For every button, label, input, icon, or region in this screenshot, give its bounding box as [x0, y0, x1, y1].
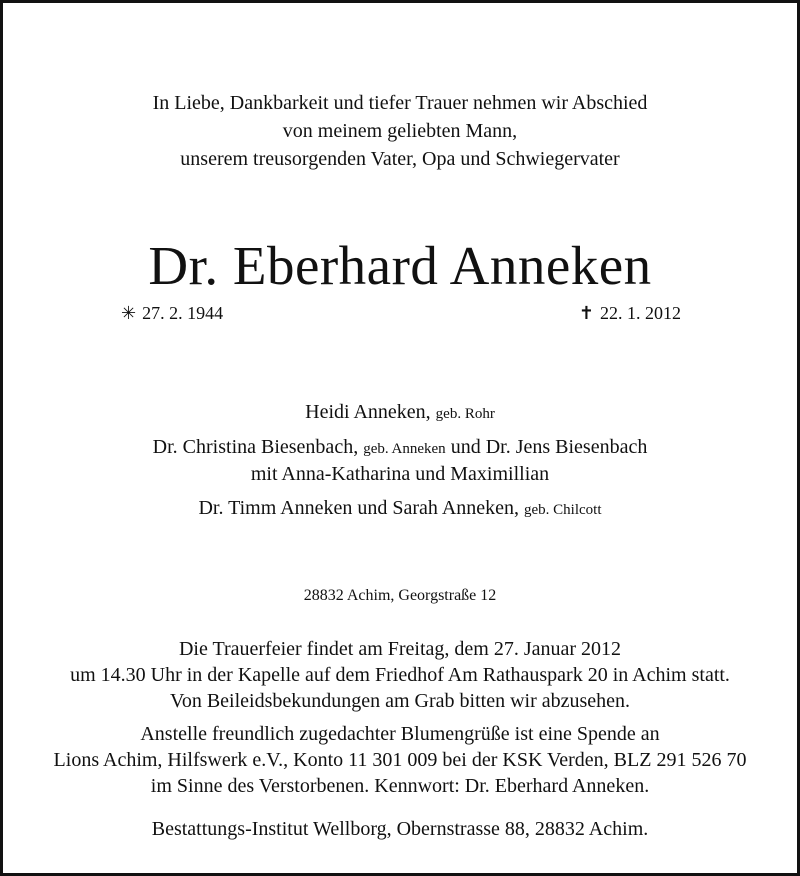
donation-line-3: im Sinne des Verstorbenen. Kennwort: Dr. Eberhard Anneken.	[150, 775, 650, 797]
family-name-timm-sarah: Dr. Timm Anneken und Sarah Anneken,	[198, 497, 520, 519]
donation-line-2: Lions Achim, Hilfswerk e.V., Konto 11 301 009 bei der KSK Verden, BLZ 291 526 70	[53, 749, 747, 771]
intro-line-3: unserem treusorgenden Vater, Opa und Schwiegervater	[180, 148, 620, 170]
death-cross-icon: ✝	[578, 303, 594, 323]
death-date	[579, 301, 681, 325]
birth-date-value: 27. 2. 1944	[142, 303, 224, 323]
service-line-2: um 14.30 Uhr in der Kapelle auf dem Friedhof Am Rathauspark 20 in Achim statt.	[70, 664, 730, 686]
family-geb-christina: geb. Anneken	[363, 441, 446, 457]
family-line-1	[3, 398, 797, 428]
family-name-jens: und Dr. Jens Biesenbach	[450, 436, 648, 458]
family-line-3: mit Anna-Katharina und Maximillian	[250, 463, 550, 485]
funeral-home: Bestattungs-Institut Wellborg, Obernstrasse 88, 28832 Achim.	[151, 818, 649, 840]
donation-line-1: Anstelle freundlich zugedachter Blumengrüße ist eine Spende an	[140, 723, 660, 745]
family-geb-sarah: geb. Chilcott	[524, 502, 602, 518]
deceased-name: Dr. Eberhard Anneken	[148, 235, 652, 296]
death-date-value: 22. 1. 2012	[600, 303, 681, 323]
family-line-4	[3, 494, 797, 524]
family-address: 28832 Achim, Georgstraße 12	[303, 587, 497, 604]
intro-line-2: von meinem geliebten Mann,	[282, 120, 518, 142]
family-name-christina: Dr. Christina Biesenbach,	[152, 436, 359, 458]
birth-star-icon: ✳	[121, 303, 137, 323]
birth-date	[121, 301, 223, 325]
service-line-3: Von Beileidsbekundungen am Grab bitten wir abzusehen.	[169, 690, 631, 712]
intro-line-1: In Liebe, Dankbarkeit und tiefer Trauer nehmen wir Abschied	[152, 92, 648, 114]
family-geb-heidi: geb. Rohr	[435, 406, 495, 422]
family-name-heidi: Heidi Anneken,	[305, 401, 431, 423]
family-line-2	[3, 433, 797, 463]
service-line-1: Die Trauerfeier findet am Freitag, dem 27. Januar 2012	[178, 638, 622, 660]
